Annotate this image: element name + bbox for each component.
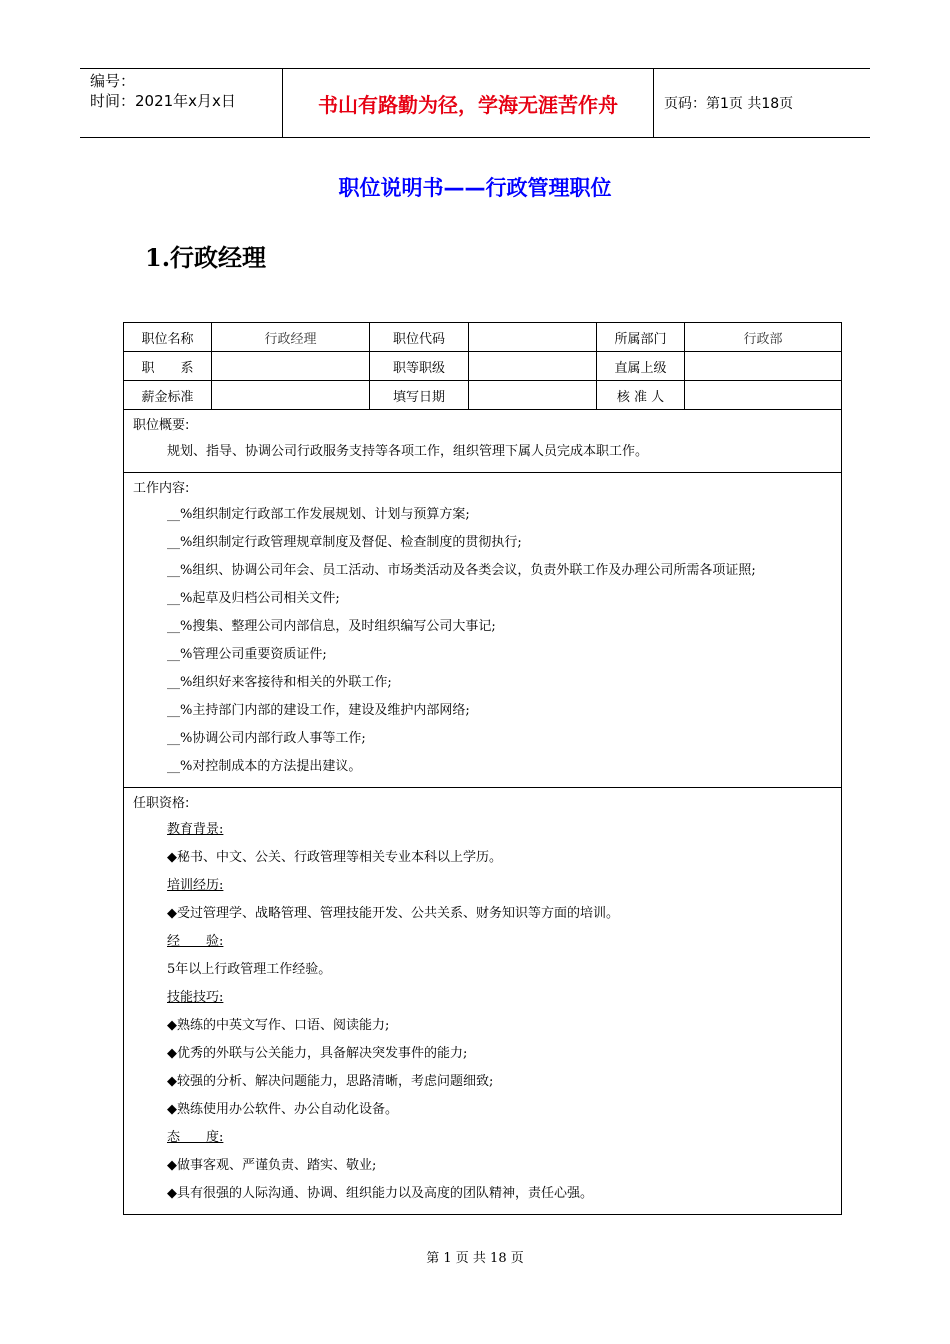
table-cell (469, 352, 597, 380)
table-cell: 直属上级 (597, 352, 685, 380)
duty-item (133, 669, 841, 697)
qualification-item (133, 844, 841, 872)
qualifications-list (133, 816, 841, 1208)
table-cell: 所属部门 (597, 323, 685, 351)
qualification-text: ◆具有很强的人际沟通、协调、组织能力以及高度的团队精神，责任心强。 (167, 1186, 593, 1201)
duty-item (133, 753, 841, 781)
qualification-item (133, 1152, 841, 1180)
qualification-text: ◆优秀的外联与公关能力，具备解决突发事件的能力; (167, 1046, 468, 1061)
table-cell (212, 381, 370, 409)
table-cell: 职 系 (124, 352, 212, 380)
table-cell (212, 352, 370, 380)
qualification-item (133, 1180, 841, 1208)
duty-item (133, 557, 841, 585)
duty-prefix: __ (167, 563, 180, 578)
number-label: 编号： (90, 72, 136, 90)
duty-text: %管理公司重要资质证件; (180, 647, 327, 662)
duty-text: %起草及归档公司相关文件; (180, 591, 340, 606)
duty-item (133, 529, 841, 557)
overview-block (124, 410, 841, 473)
duties-list (133, 501, 841, 781)
duties-label: 工作内容: (133, 481, 190, 496)
qualification-item (133, 1012, 841, 1040)
qualification-text: ◆做事客观、严谨负责、踏实、敬业; (167, 1158, 377, 1173)
table-cell: 行政部 (743, 331, 783, 347)
overview-text: 规划、指导、协调公司行政服务支持等各项工作，组织管理下属人员完成本职工作。 (167, 444, 649, 459)
page-footer: 第 1 页 共 18 页 (426, 1251, 524, 1266)
qualification-item (133, 956, 841, 984)
table-cell (469, 323, 597, 351)
table-cell: 职等职级 (370, 352, 469, 380)
table-cell (685, 381, 841, 409)
duty-text: %协调公司内部行政人事等工作; (180, 731, 366, 746)
table-cell: 职位名称 (124, 323, 212, 351)
table-cell (685, 352, 841, 380)
table-cell (469, 381, 597, 409)
motto: 书山有路勤为径，学海无涯苦作舟 (282, 69, 654, 137)
time-label: 时间：2021年x月x日 (90, 92, 236, 110)
duty-prefix: __ (167, 731, 180, 746)
duty-prefix: __ (167, 703, 180, 718)
duty-prefix: __ (167, 647, 180, 662)
job-table (123, 322, 842, 1215)
duty-text: %组织制定行政管理规章制度及督促、检查制度的贯彻执行; (180, 535, 522, 550)
duty-text: %组织好来客接待和相关的外联工作; (180, 675, 392, 690)
table-cell: 职位代码 (370, 323, 469, 351)
qualification-text: ◆秘书、中文、公关、行政管理等相关专业本科以上学历。 (167, 850, 502, 865)
duty-prefix: __ (167, 675, 180, 690)
qualification-heading (133, 928, 841, 956)
qualification-text: ◆受过管理学、战略管理、管理技能开发、公共关系、财务知识等方面的培训。 (167, 906, 619, 921)
qualification-text: 经 验: (167, 934, 224, 949)
duty-text: %主持部门内部的建设工作，建设及维护内部网络; (180, 703, 470, 718)
duty-item (133, 697, 841, 725)
duty-prefix: __ (167, 507, 180, 522)
duty-text: %对控制成本的方法提出建议。 (180, 759, 362, 774)
duty-prefix: __ (167, 619, 180, 634)
qualification-text: 5年以上行政管理工作经验。 (167, 962, 332, 977)
duty-prefix: __ (167, 535, 180, 550)
qualification-text: ◆熟练的中英文写作、口语、阅读能力; (167, 1018, 390, 1033)
page-info: 页码：第1页 共18页 (664, 96, 794, 112)
duty-text: %搜集、整理公司内部信息，及时组织编写公司大事记; (180, 619, 496, 634)
duty-item (133, 725, 841, 753)
table-cell: 核 准 人 (597, 381, 685, 409)
table-row (124, 323, 841, 352)
duty-item (133, 501, 841, 529)
duty-text: %组织制定行政部工作发展规划、计划与预算方案; (180, 507, 470, 522)
qualification-text: 教育背景: (167, 822, 224, 837)
qualification-item (133, 900, 841, 928)
overview-label: 职位概要: (133, 418, 190, 433)
qualification-heading (133, 1124, 841, 1152)
duty-prefix: __ (167, 591, 180, 606)
table-cell: 行政经理 (212, 323, 370, 351)
header-meta (80, 69, 282, 137)
page-header (80, 68, 870, 138)
qualification-heading (133, 816, 841, 844)
qualification-text: 培训经历: (167, 878, 224, 893)
duties-block (124, 473, 841, 788)
duty-item (133, 641, 841, 669)
document-title: 职位说明书——行政管理职位 (338, 176, 612, 200)
duty-text: %组织、协调公司年会、员工活动、市场类活动及各类会议，负责外联工作及办理公司所需各项证照; (180, 563, 756, 578)
duty-prefix: __ (167, 759, 180, 774)
duty-item (133, 613, 841, 641)
qualification-text: 技能技巧: (167, 990, 224, 1005)
qualification-text: ◆熟练使用办公软件、办公自动化设备。 (167, 1102, 398, 1117)
qualifications-block (124, 788, 841, 1214)
qualification-heading (133, 984, 841, 1012)
qualification-heading (133, 872, 841, 900)
qualification-item (133, 1040, 841, 1068)
table-cell: 薪金标准 (124, 381, 212, 409)
qualification-text: ◆较强的分析、解决问题能力，思路清晰，考虑问题细致; (167, 1074, 494, 1089)
table-row (124, 381, 841, 410)
section-heading: 1.行政经理 (145, 243, 267, 272)
qualification-item (133, 1096, 841, 1124)
table-row (124, 352, 841, 381)
qualification-text: 态 度: (167, 1130, 224, 1145)
duty-item (133, 585, 841, 613)
qualifications-label: 任职资格: (133, 796, 190, 811)
qualification-item (133, 1068, 841, 1096)
table-cell: 填写日期 (370, 381, 469, 409)
